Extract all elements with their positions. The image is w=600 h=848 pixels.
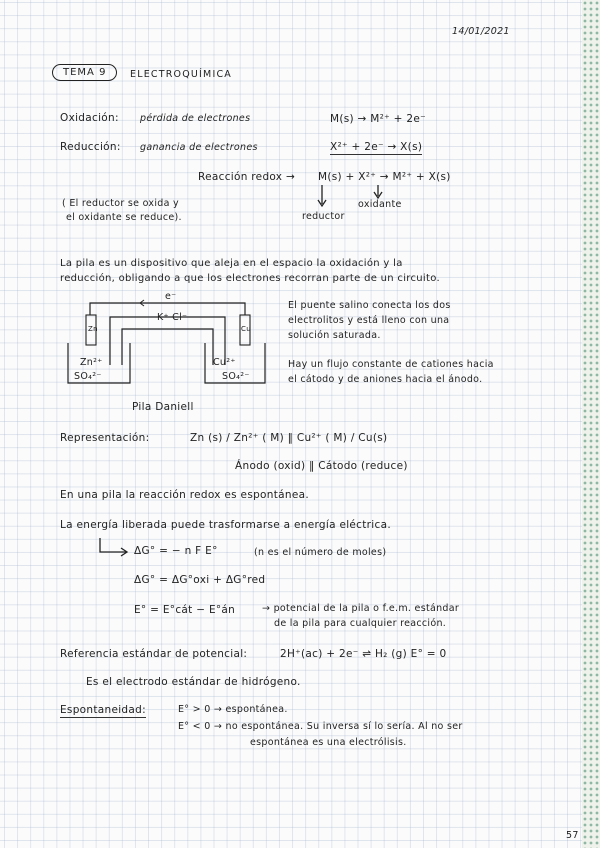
energy-line: La energía liberada puede trasformarse a energía eléctrica.: [60, 519, 391, 531]
spontaneity-label: Espontaneidad:: [60, 704, 146, 716]
spontaneity-positive: E° > 0 → espontánea.: [178, 704, 288, 715]
flow-note-2: el cátodo y de aniones hacia el ánodo.: [288, 374, 483, 385]
energy-eq3: E° = E°cát − E°án: [134, 604, 236, 616]
spontaneity-negative: E° < 0 → no espontánea. Su inversa sí lo sería. Al no ser: [178, 721, 463, 732]
energy-eq3-note-2: de la pila para cualquier reacción.: [274, 618, 447, 629]
note-line-1: ( El reductor se oxida y: [62, 198, 179, 209]
bridge-note-3: solución saturada.: [288, 330, 381, 341]
energy-eq1-note: (n es el número de moles): [254, 547, 387, 558]
reference-label: Referencia estándar de potencial:: [60, 648, 248, 660]
reducer-label: reductor: [302, 211, 345, 222]
energy-eq2: ΔG° = ΔG°oxi + ΔG°red: [134, 574, 266, 586]
diagram-right-anion: SO₄²⁻: [222, 371, 250, 382]
page-number: 57: [566, 830, 579, 841]
representation-label: Representación:: [60, 432, 150, 444]
bridge-note-1: El puente salino conecta los dos: [288, 300, 451, 311]
bridge-note-2: electrolitos y está lleno con una: [288, 315, 450, 326]
oxidation-equation: M(s) → M²⁺ + 2e⁻: [330, 113, 426, 125]
reference-note: Es el electrodo estándar de hidrógeno.: [86, 676, 301, 688]
reduction-def: ganancia de electrones: [140, 142, 258, 153]
representation-formula: Zn (s) / Zn²⁺ ( M) ‖ Cu²⁺ ( M) / Cu(s): [190, 432, 388, 444]
energy-eq1: ΔG° = − n F E°: [134, 545, 218, 557]
perforated-margin: [582, 0, 600, 848]
note-line-2: el oxidante se reduce).: [66, 212, 182, 223]
diagram-right-electrode: Cu: [241, 325, 251, 333]
diagram-left-ion: Zn²⁺: [80, 357, 103, 368]
diagram-right-ion: Cu²⁺: [213, 357, 236, 368]
pila-line-2: reducción, obligando a que los electrones recorran parte de un circuito.: [60, 273, 440, 284]
reference-equation: 2H⁺(ac) + 2e⁻ ⇌ H₂ (g) E° = 0: [280, 648, 447, 660]
diagram-bridge-ions: K⁺ Cl⁻: [157, 312, 188, 323]
representation-meaning: Ánodo (oxid) ‖ Cátodo (reduce): [235, 460, 408, 472]
diagram-caption: Pila Daniell: [132, 401, 194, 413]
spontaneity-negative-2: espontánea es una electrólisis.: [250, 737, 407, 748]
reduction-term: Reducción:: [60, 141, 121, 153]
diagram-electron: e⁻: [165, 291, 177, 302]
energy-eq3-note-1: → potencial de la pila o f.e.m. estándar: [262, 603, 460, 614]
topic-tag: TEMA 9: [52, 64, 117, 81]
energy-arrow: [96, 536, 132, 558]
redox-equation: M(s) + X²⁺ → M²⁺ + X(s): [318, 171, 451, 183]
oxidant-label: oxidante: [358, 199, 402, 210]
spontaneous-line: En una pila la reacción redox es espontánea.: [60, 489, 309, 501]
pila-line-1: La pila es un dispositivo que aleja en el espacio la oxidación y la: [60, 258, 403, 269]
date: 14/01/2021: [452, 26, 510, 37]
flow-note-1: Hay un flujo constante de cationes hacia: [288, 359, 494, 370]
topic-title: ELECTROQUÍMICA: [130, 69, 232, 80]
diagram-left-electrode: Zn: [88, 325, 98, 333]
oxidation-def: pérdida de electrones: [140, 113, 251, 124]
diagram-left-anion: SO₄²⁻: [74, 371, 102, 382]
reduction-equation: X²⁺ + 2e⁻ → X(s): [330, 141, 423, 153]
redox-term: Reacción redox →: [198, 171, 296, 183]
oxidation-term: Oxidación:: [60, 112, 119, 124]
